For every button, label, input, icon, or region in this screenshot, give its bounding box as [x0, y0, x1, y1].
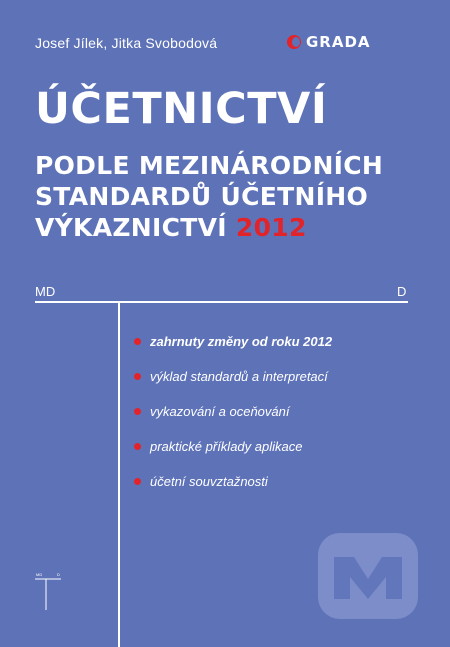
- bullet-icon: [134, 338, 141, 345]
- feature-item: [134, 469, 332, 493]
- book-subtitle: [35, 150, 383, 243]
- small-ledger-t-icon: [34, 572, 64, 612]
- feature-text: zahrnuty změny od roku 2012: [150, 333, 333, 349]
- small-ledger-right-label: D: [57, 572, 60, 577]
- book-authors: Josef Jílek, Jitka Svobodová: [35, 35, 218, 51]
- feature-text: účetní souvztažnosti: [150, 473, 268, 489]
- feature-text: vykazování a oceňování: [150, 403, 290, 419]
- feature-list: [134, 329, 332, 504]
- feature-item: [134, 364, 332, 388]
- bullet-icon: [134, 408, 141, 415]
- ledger-t-horizontal-line: [35, 301, 408, 303]
- feature-item: [134, 399, 332, 423]
- feature-item: [134, 434, 332, 458]
- publisher-logo: [287, 33, 371, 51]
- feature-text: praktické příklady aplikace: [150, 438, 303, 454]
- ledger-right-label: D: [397, 284, 407, 299]
- subtitle-line-2: STANDARDŮ ÚČETNÍHO: [35, 182, 369, 211]
- publisher-name: GRADA: [306, 33, 371, 51]
- bullet-icon: [134, 478, 141, 485]
- subtitle-year: 2012: [235, 213, 307, 242]
- feature-text: výklad standardů a interpretací: [150, 368, 328, 384]
- ledger-t-vertical-line: [118, 302, 120, 647]
- ledger-left-label: MD: [35, 284, 56, 299]
- bullet-icon: [134, 373, 141, 380]
- bullet-icon: [134, 443, 141, 450]
- subtitle-line-1: PODLE MEZINÁRODNÍCH: [35, 151, 384, 180]
- small-ledger-left-label: MD: [36, 572, 43, 577]
- book-title: ÚČETNICTVÍ: [35, 84, 328, 134]
- subtitle-line-3-text: VÝKAZNICTVÍ: [35, 213, 227, 242]
- subtitle-line-3: [35, 212, 383, 243]
- feature-item: [134, 329, 332, 353]
- grada-watermark-icon: [312, 527, 424, 623]
- small-ledger-mark: [34, 572, 64, 612]
- grada-logo-icon: [287, 35, 301, 49]
